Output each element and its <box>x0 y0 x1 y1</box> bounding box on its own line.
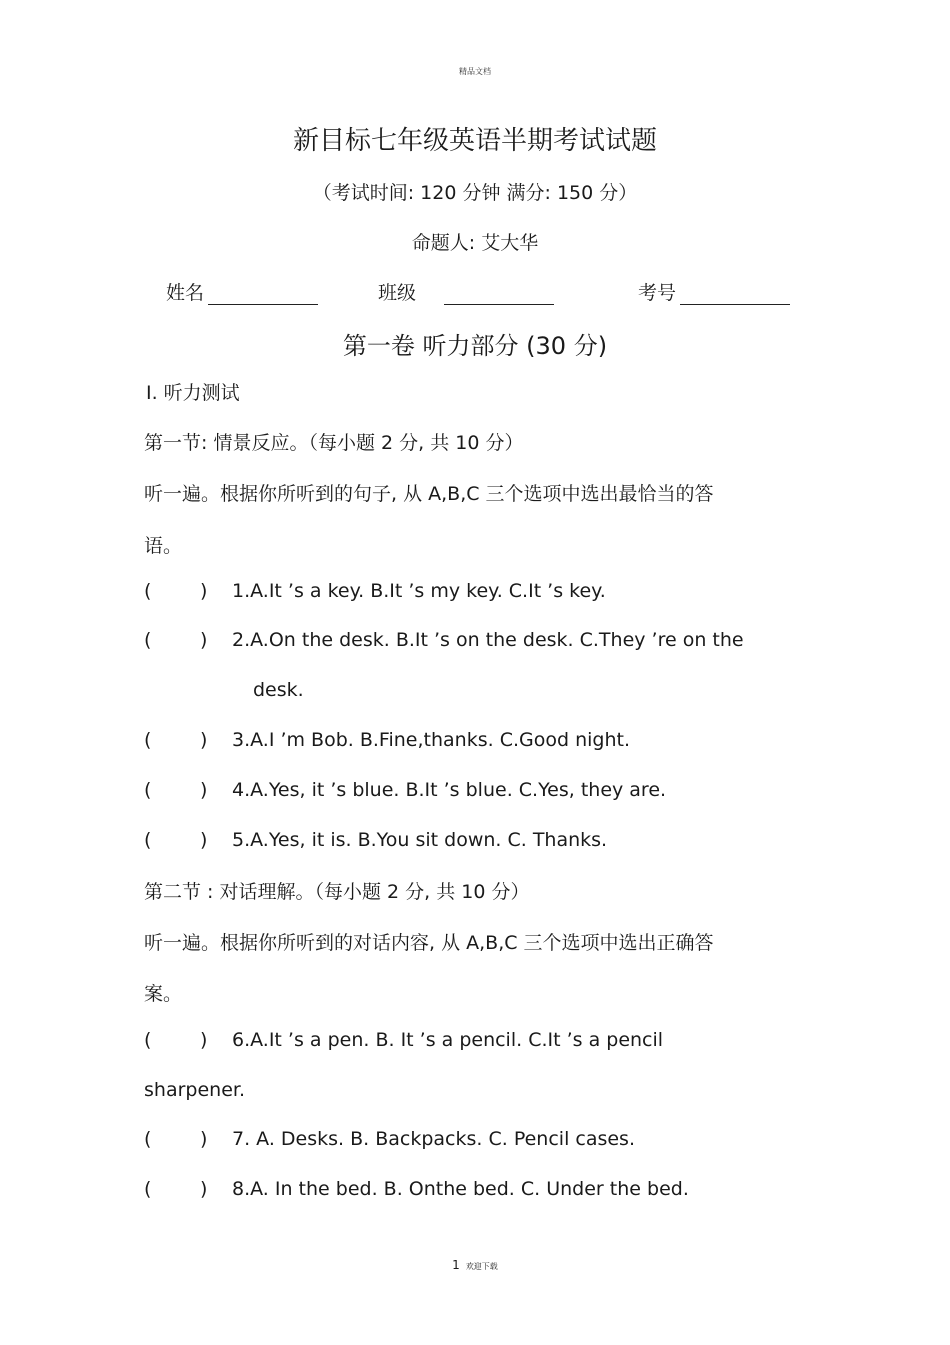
section2-instruction: 听一遍。根据你所听到的对话内容, 从 A,B,C 三个选项中选出正确答 <box>144 932 714 954</box>
name-blank <box>208 284 318 305</box>
section-title: 第一卷 听力部分 (30 分) <box>342 332 608 360</box>
section2-instruction-cont: 案。 <box>144 983 183 1005</box>
number-field <box>638 278 790 305</box>
document-page: 精品文档 新目标七年级英语半期考试试题 （考试时间: 120 分钟 满分: 150 分） 命题人: 艾大华 姓名 班级 考号 第一卷 听力部分 (30 分) Ⅰ. 听力测试 第一节: 情景反应。（每小题 2 分, 共 10 分） 听一遍。根据你所听到的句子, 从 A,B,C 三个选项中选出最恰当的答 语。 ( ) 1.A.It ’s a key. B.It ’s my key. C.It ’s key. ( ) 2.A.On the desk. B.It ’s on the desk. C.They ’re on the desk. ( ) 3.A.I ’m Bob. B.Fine,thanks. C.Good night. ( ) 4.A.Yes, it ’s blue. B.It ’s blue. C.Yes, they are. ( ) 5.A.Yes, it is. B.You sit down. C. Thanks. 第二节 : 对话理解。（每小题 2 分, 共 10 分） 听一遍。根据你所听到的对话内容, 从 A,B,C 三个选项中选出正确答 案。 ( ) 6.A.It ’s a pen. B. It ’s a pencil. C.It ’s a pencil sharpener. ( ) 7. A. Desks. B. Backpacks. C. Pencil cases. ( ) 8.A. In the bed. B. Onthe bed. C. Under the bed. 1 欢迎下载 <box>0 0 950 1345</box>
section1-instruction-cont: 语。 <box>144 535 183 557</box>
class-field <box>378 278 554 305</box>
number-blank <box>680 284 790 305</box>
class-blank <box>444 284 554 305</box>
page-number: 1 <box>452 1258 460 1272</box>
name-label: 姓名 <box>166 282 205 304</box>
page-header: 精品文档 <box>459 67 491 76</box>
page-footer <box>0 1258 950 1272</box>
page-title: 新目标七年级英语半期考试试题 <box>292 126 657 156</box>
section1-instruction: 听一遍。根据你所听到的句子, 从 A,B,C 三个选项中选出最恰当的答 <box>144 483 714 505</box>
question-2-continued: desk. <box>253 679 304 701</box>
question-6-continued: sharpener. <box>144 1079 245 1101</box>
name-field <box>166 278 318 305</box>
number-label: 考号 <box>638 282 677 304</box>
author-line: 命题人: 艾大华 <box>411 232 539 254</box>
section2-heading: 第二节 : 对话理解。（每小题 2 分, 共 10 分） <box>144 881 530 903</box>
part-heading: Ⅰ. 听力测试 <box>146 382 240 404</box>
exam-info: （考试时间: 120 分钟 满分: 150 分） <box>312 182 638 204</box>
footer-label: 欢迎下载 <box>465 1262 498 1271</box>
class-label: 班级 <box>378 282 417 304</box>
section1-heading: 第一节: 情景反应。（每小题 2 分, 共 10 分） <box>144 432 524 454</box>
